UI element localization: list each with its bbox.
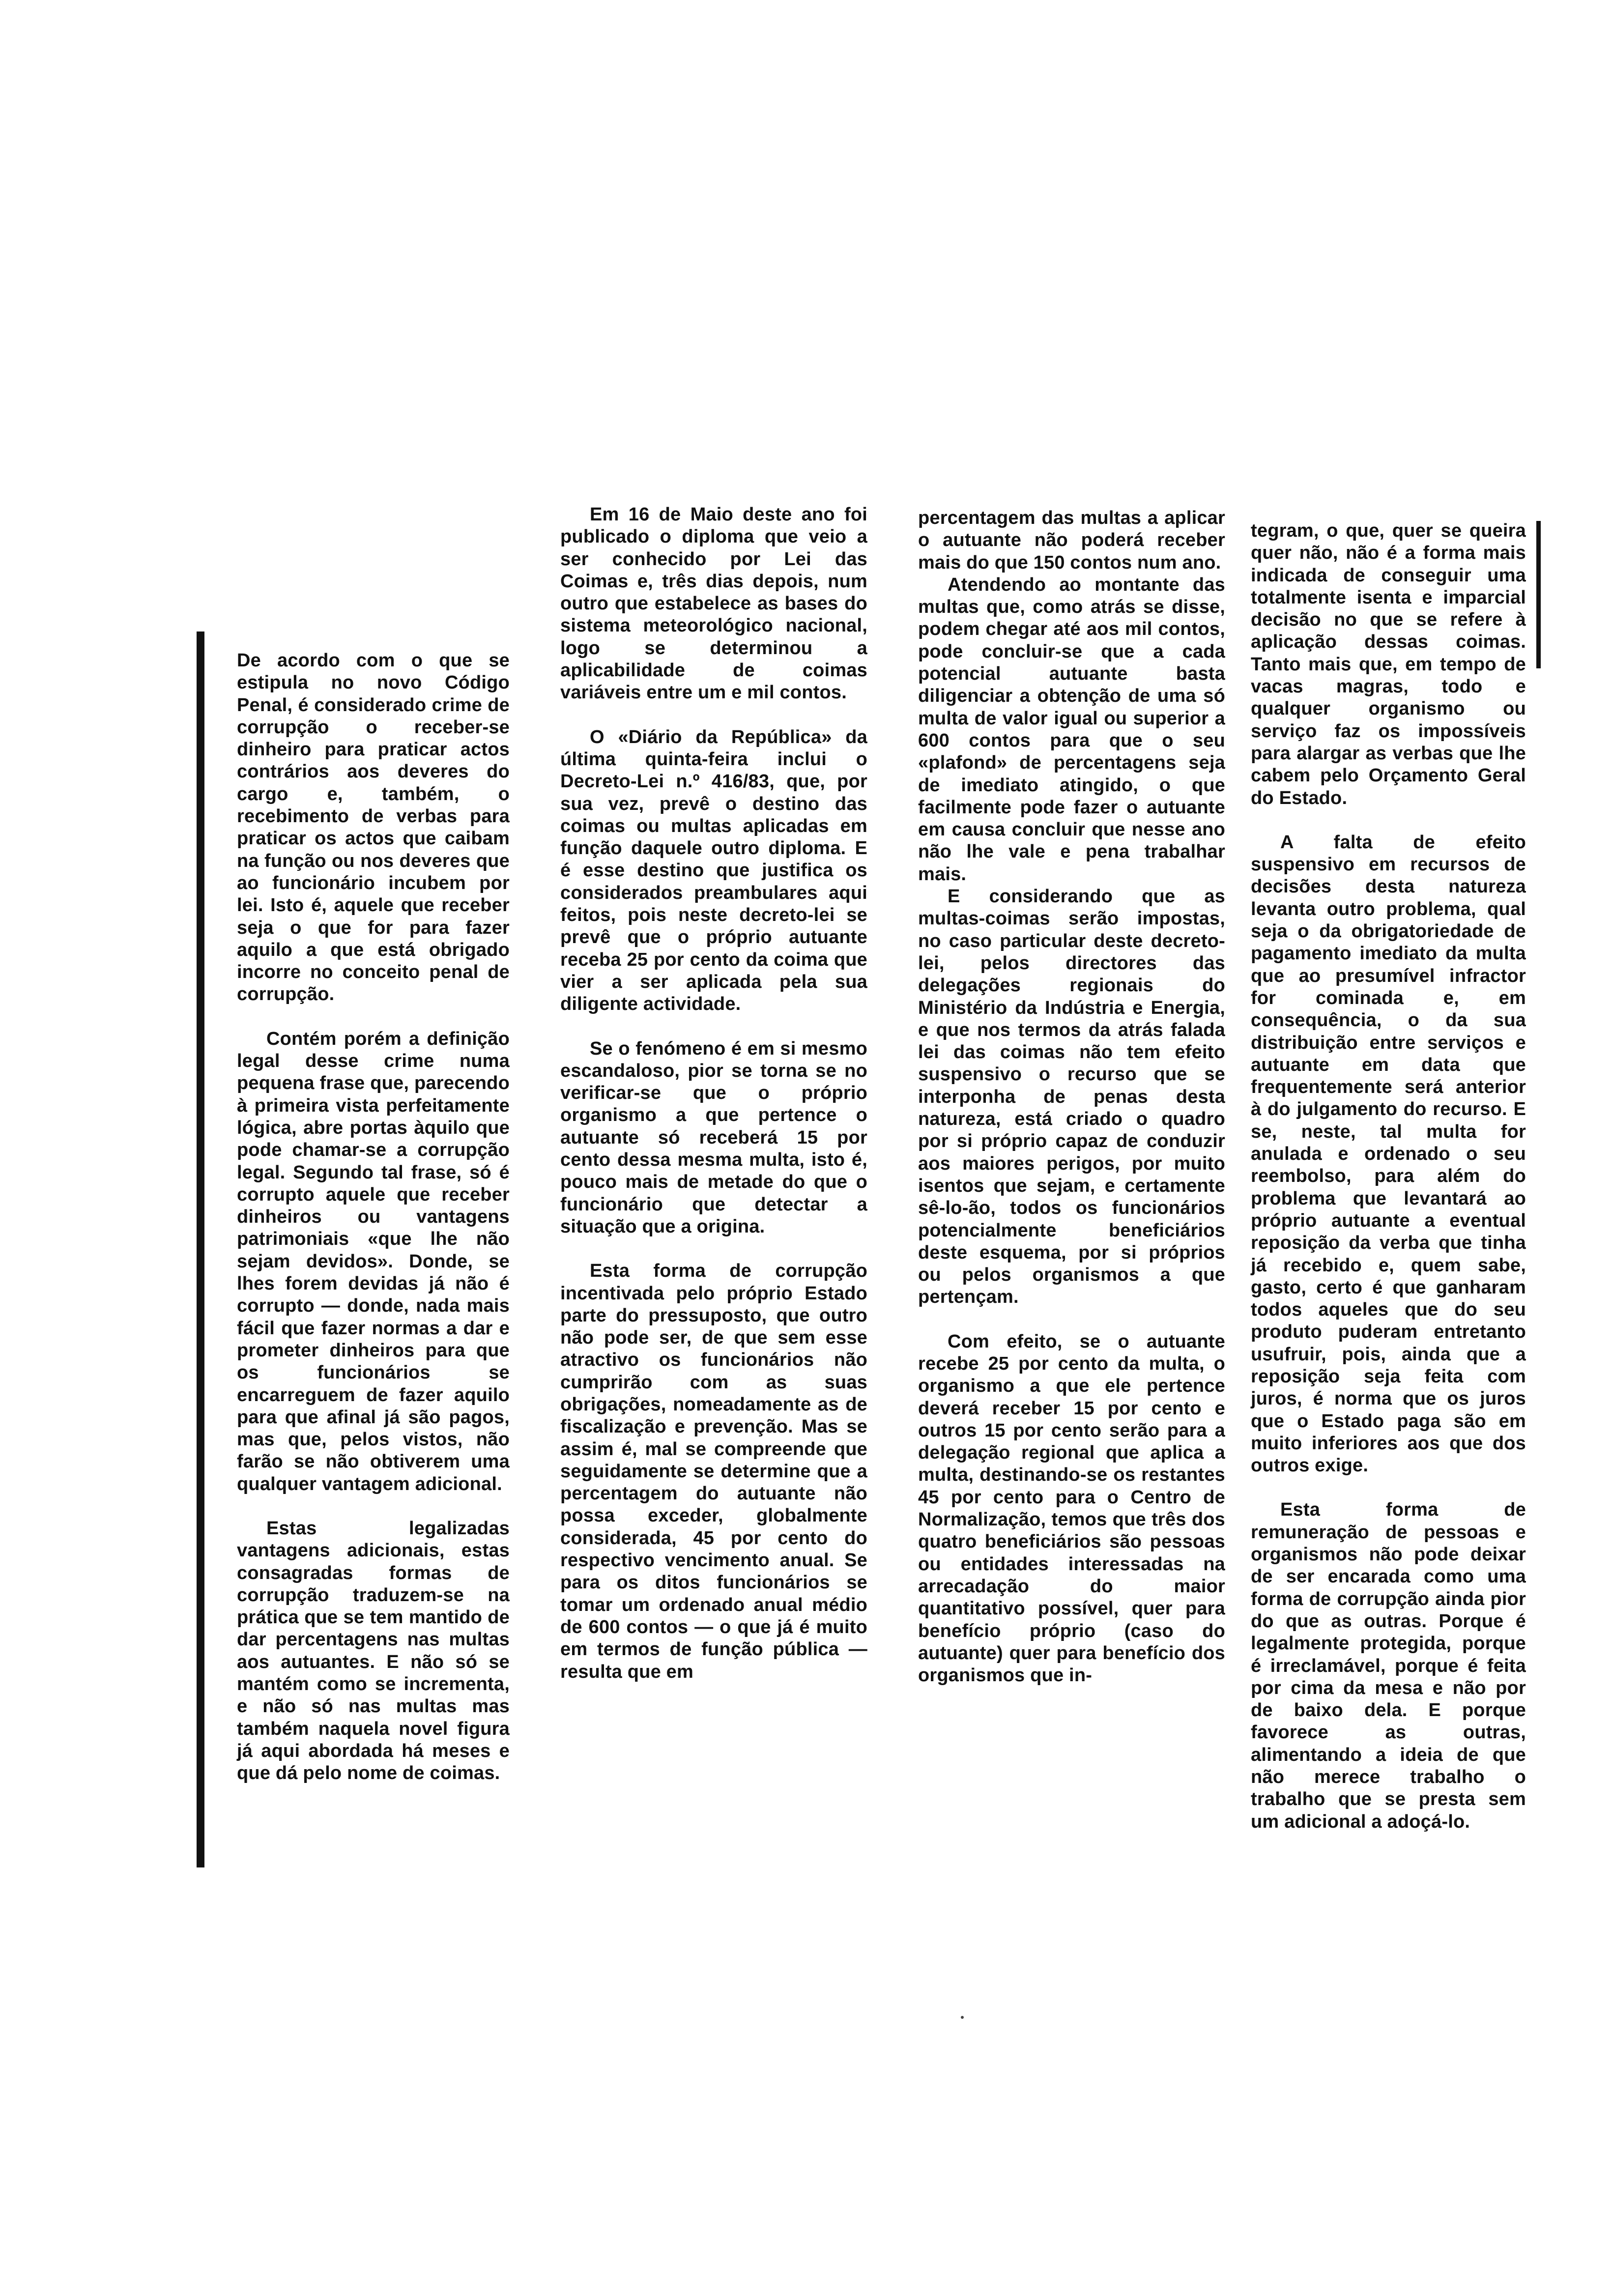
paragraph: Estas legalizadas vantagens adicionais, estas consagradas formas de corrupção traduzem-se na prática que se tem mantido de dar percentagens nas multas aos autuantes. E não só se mantém como se incrementa, e não só nas multas mas também naquela novel figura já aqui abordada há meses e que dá pelo nome de coimas.: [237, 1518, 510, 1784]
paragraph: Contém porém a definição legal desse crime numa pequena frase que, parecendo à primeira vista perfeitamente lógica, abre portas àquilo que pode chamar-se a corrupção legal. Segundo tal frase, só é corrupto aquele que receber dinheiros ou vantagens patrimoniais «que lhe não sejam devidos». Donde, se lhes forem devidas já não é corrupto — donde, nada mais fácil que fazer normas a dar e prometer dinheiros para que os funcionários se encarreguem de fazer aquilo para que afinal já são pagos, mas que, pelos vistos, não farão se não obtiverem uma qualquer vantagem adicional.: [237, 1028, 510, 1494]
paragraph: percentagem das multas a aplicar o autuante não poderá receber mais do que 150 contos num ano.: [918, 508, 1225, 573]
article-column-2: [560, 504, 867, 1683]
article-column-4: [1251, 520, 1526, 1833]
paragraph: E considerando que as multas-coimas serão impostas, no caso particular deste decreto-lei, pelos directores das delegações regionais do Ministério da Indústria e Energia, e que nos termos da atrás falada lei das coimas não tem efeito suspensivo o recurso que se interponha de penas desta natureza, está criado o quadro por si próprio capaz de conduzir aos maiores perigos, por muito isentos que sejam, e certamente sê-lo-ão, todos os funcionários potencialmente beneficiários deste esquema, por si próprios ou pelos organismos a que pertençam.: [918, 886, 1225, 1308]
paragraph: De acordo com o que se estipula no novo Código Penal, é considerado crime de corrupção o receber-se dinheiro para praticar actos contrários aos deveres do cargo e, também, o recebimento de verbas para praticar os actos que caibam na função ou nos deveres que ao funcionário incubem por lei. Isto é, aquele que receber seja o que for para fazer aquilo a que está obrigado incorre no conceito penal de corrupção.: [237, 650, 510, 1005]
paragraph: Atendendo ao montante das multas que, como atrás se disse, podem chegar até aos mil contos, pode concluir-se que a cada potencial autuante basta diligenciar a obtenção de uma só multa de valor igual ou superior a 600 contos para que o seu «plafond» de percentagens seja de imediato atingido, o que facilmente pode fazer o autuante em causa concluir que nesse ano não lhe vale e pena trabalhar mais.: [918, 574, 1225, 885]
paragraph: Se o fenómeno é em si mesmo escandaloso, pior se torna se no verificar-se que o próprio organismo a que pertence o autuante só receberá 15 por cento dessa mesma multa, isto é, pouco mais de metade do que o funcionário que detectar a situação que a origina.: [560, 1038, 867, 1237]
article-column-3: [918, 507, 1225, 1687]
paragraph: A falta de efeito suspensivo em recursos de decisões desta natureza levanta outro problema, qual seja o da obrigatoriedade de pagamento imediato da multa que ao presumível infractor for cominada e, em consequência, o da sua distribuição entre serviços e autuante em data que frequentemente será anterior à do julgamento do recurso. E se, neste, tal multa for anulada e ordenado o seu reembolso, para além do problema que levantará ao próprio autuante a eventual reposição da verba que tinha já recebido e, quem sabe, gasto, certo é que ganharam todos aqueles que do seu produto puderam entretanto usufruir, pois, ainda que a reposição seja feita com juros, é norma que os juros que o Estado paga são em muito inferiores aos que dos outros exige.: [1251, 832, 1526, 1476]
paragraph: Em 16 de Maio deste ano foi publicado o diploma que veio a ser conhecido por Lei das Coimas e, três dias depois, num outro que estabelece as bases do sistema meteorológico nacional, logo se determinou a aplicabilidade de coimas variáveis entre um e mil contos.: [560, 504, 867, 703]
column-rule-right: [1536, 521, 1541, 668]
paragraph: Esta forma de corrupção incentivada pelo próprio Estado parte do pressuposto, que outro não pode ser, de que sem esse atractivo os funcionários não cumprirão com as suas obrigações, nomeadamente as de fiscalização e prevenção. Mas se assim é, mal se compreende que seguidamente se determine que a percentagem do autuante não possa exceder, globalmente considerada, 45 por cento do respectivo vencimento anual. Se para os ditos funcionários se tomar um ordenado anual médio de 600 contos — o que já é muito em termos de função pública — resulta que em: [560, 1261, 867, 1682]
article-column-1: [237, 650, 510, 1785]
paragraph: Esta forma de remuneração de pessoas e organismos não pode deixar de ser encarada como uma forma de corrupção ainda pior do que as outras. Porque é legalmente protegida, porque é irreclamável, porque é feita por cima da mesa e não por de baixo dela. E porque favorece as outras, alimentando a ideia de que não merece trabalho o trabalho que se presta sem um adicional a adoçá-lo.: [1251, 1499, 1526, 1832]
paragraph: Com efeito, se o autuante recebe 25 por cento da multa, o organismo a que ele pertence deverá receber 15 por cento e outros 15 por cento serão para a delegação regional que aplica a multa, destinando-se os restantes 45 por cento para o Centro de Normalização, temos que três dos quatro beneficiários são pessoas ou entidades interessadas na arrecadação do maior quantitativo possível, quer para benefício próprio (caso do autuante) quer para benefício dos organismos que in-: [918, 1331, 1225, 1686]
column-rule-left: [197, 631, 204, 1867]
paragraph: O «Diário da República» da última quinta-feira inclui o Decreto-Lei n.º 416/83, que, por sua vez, prevê o destino das coimas ou multas aplicadas em função daquele outro diploma. E é esse destino que justifica os considerados preambulares aqui feitos, pois neste decreto-lei se prevê que o próprio autuante receba 25 por cento da coima que vier a ser aplicada pela sua diligente actividade.: [560, 726, 867, 1015]
paragraph: tegram, o que, quer se queira quer não, não é a forma mais indicada de conseguir uma totalmente isenta e imparcial decisão no que se refere à aplicação dessas coimas. Tanto mais que, em tempo de vacas magras, todo e qualquer organismo ou serviço faz os impossíveis para alargar as verbas que lhe cabem pelo Orçamento Geral do Estado.: [1251, 520, 1526, 808]
print-speck: [961, 2016, 964, 2019]
